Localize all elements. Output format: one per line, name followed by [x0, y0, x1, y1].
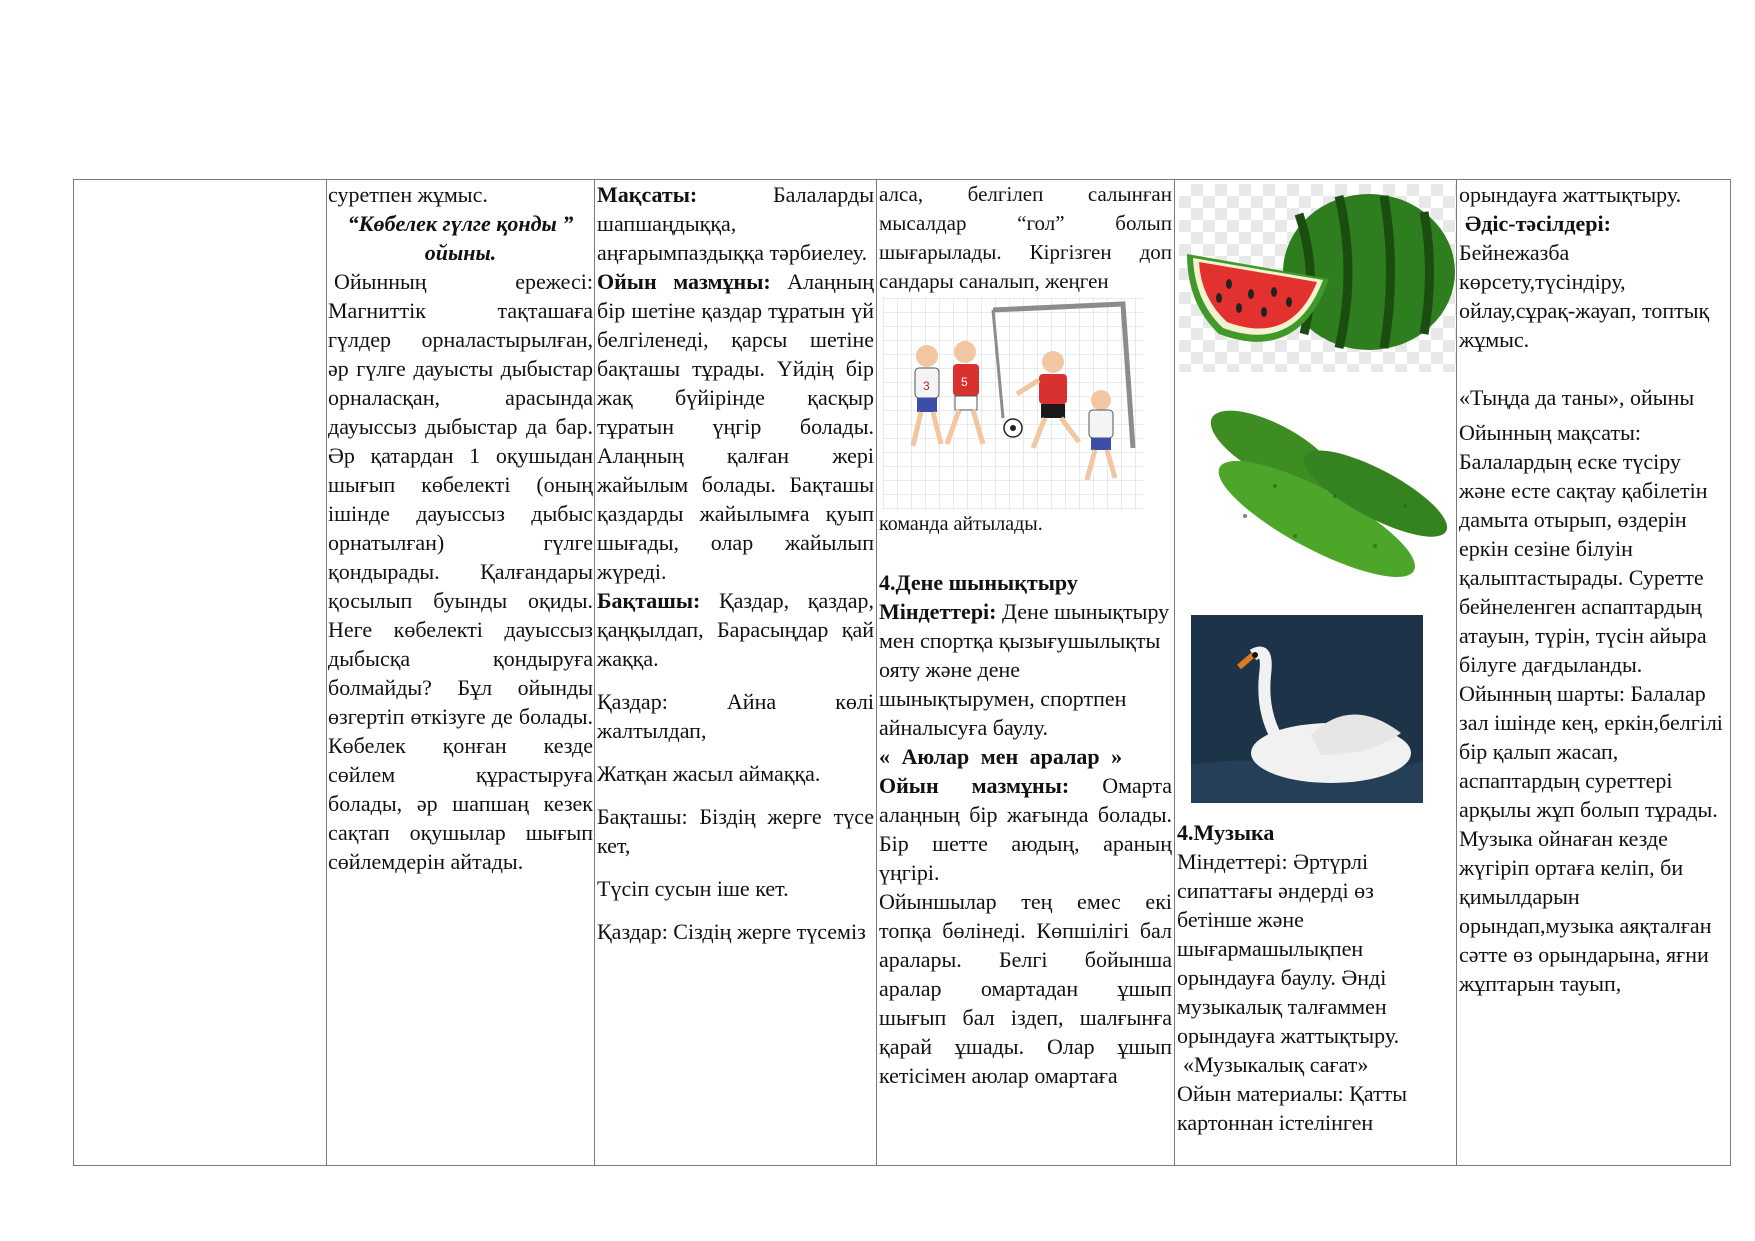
table-column-5: [1174, 180, 1456, 1165]
table-column-2: [326, 180, 594, 1165]
watermelon-image: [1179, 184, 1456, 372]
verse-line-5: Қаздар: Сіздің жерге түсеміз: [597, 919, 866, 944]
listen-game-condition: Ойынның шарты: Балалар зал ішінде кең, еркін,белгілі бір қалып жасап, аспаптардың суреттері арқылы жұп болып тұрады. Музыка ойнаған кезде жүгіріп ортаға келіп, би қимылдарын орындап,музыка аяқталған сәтте өз орындарына, яғни жұптарын тауып,: [1459, 681, 1723, 996]
intro-line: суретпен жұмыс.: [328, 182, 488, 207]
content-paragraph: [597, 267, 874, 586]
listen-game-title: «Тыңда да таны», ойыны: [1459, 385, 1695, 410]
pe-section-title: 4.Дене шынықтыру: [879, 570, 1078, 595]
pe-tasks-label: Міндеттері:: [879, 599, 997, 624]
music-section-title: 4.Музыка: [1177, 820, 1275, 845]
bears-bees-content: [879, 771, 1172, 887]
listen-game-goal: Ойынның мақсаты: Балалардың еске түсіру және есте сақтау қабілетін дамыта отырып, өздерін еркін сезіне білуін қалыптастырады. Суретте бейнеленген аспаптардың атауын, түрін, түсін айыра білуге дағдыланды.: [1459, 420, 1708, 677]
table-column-3: [594, 180, 876, 1165]
shepherd-label: Бақташы:: [597, 588, 701, 613]
goal-text: Балаларды шапшаңдыққа, аңғарымпаздыққа тәрбиелеу.: [597, 182, 874, 265]
svg-text:3: 3: [923, 379, 930, 393]
swan-image: [1191, 615, 1423, 803]
football-players-image: [883, 298, 1143, 510]
bears-bees-content-text: Омарта алаңның бір жағында болады. Бір шетте аюдың, араның үңгірі.: [879, 773, 1173, 885]
football-intro: алса, белгілеп салынған мысалдар “гол” болып шығарылады. Кіргізген доп сандары саналып, жеңген: [879, 182, 1172, 293]
goal-label: Мақсаты:: [597, 182, 698, 207]
table-column-4: [876, 180, 1174, 1165]
music-tasks: Міндеттері: Әртүрлі сипаттағы әндерді өз бетінше және шығармашылықпен орындауға баулу. Әнді музыкалық талғаммен орындауға жаттықтыру.: [1177, 849, 1400, 1048]
cucumber-image: [1175, 406, 1456, 596]
game-title: “Көбелек гүлге қонды ”: [347, 211, 574, 236]
verse-line-4: Түсіп сусын іше кет.: [597, 876, 789, 901]
content-label: Ойын мазмұны:: [597, 269, 771, 294]
goal-paragraph: [597, 180, 874, 267]
football-illustration: [883, 298, 1143, 510]
game-title-suffix: ойыны.: [424, 240, 497, 265]
pe-tasks-text: Дене шынықтыру мен спортқа қызығушылықты ояту және дене шынықтырумен, спортпен айналысуға баулу.: [879, 599, 1170, 740]
table-column-6: [1456, 180, 1732, 1165]
shepherd-text: Қаздар, қаздар, қаңқылдап, Барасыңдар қай жаққа.: [597, 588, 874, 671]
football-after-image: команда айтылады.: [879, 513, 1043, 535]
rules-label: Ойынның ережесі:: [334, 269, 593, 294]
methods-label: Әдіс-тәсілдері:: [1465, 211, 1611, 236]
pe-tasks: [879, 597, 1172, 742]
game-rules: [328, 267, 593, 876]
bears-bees-content-label: Ойын мазмұны:: [879, 773, 1070, 798]
bears-bees-more: Ойыншылар тең емес екі топқа бөлінеді. Көпшілігі бал аралары. Белгі бойынша аралар омартадан ұшып шығып бал іздеп, шалғынға қарай ұшады. Олар ұшып кетісімен аюлар омартаға: [879, 889, 1172, 1088]
music-materials: Ойын материалы: Қатты картоннан істелінген: [1177, 1081, 1408, 1135]
rules-text: Магниттік тақташаға гүлдер орналастырылған, әр гүлге дауысты дыбыстар орналасқан, арасында дауыссыз дыбыстар да бар. Әр қатардан 1 оқушыдан шығып көбелекті (оның ішінде дауыссыз дыбыс орнатылған) гүлге қондырады. Қалғандары қосылып буынды оқиды. Неге көбелекті дауыссыз дыбысқа қондыруға болмайды? Бұл ойынды өзгертіп өткізуге де болады. Көбелек қонған кезде сөйлем құрастыруға болады, әр шапшаң кезек сақтап оқушылар шығып сөйлемдерін айтады.: [328, 298, 593, 874]
methods-paragraph: [1459, 209, 1730, 354]
shepherd-paragraph: [597, 586, 874, 673]
content-text: Алаңның бір шетіне қаздар тұратын үй белгіленеді, қарсы шетіне бақташы тұрады. Үйдің бір жақ бүйірінде қасқыр тұратын үңгір болады. Алаңның қалған жері жайылым болады. Бақташы қаздарды жайылымға қуып шығады, олар жайылып жүреді.: [597, 269, 874, 584]
svg-text:5: 5: [961, 375, 968, 389]
verse-line-3: Бақташы: Біздің жерге түсе кет,: [597, 804, 874, 858]
methods-text: Бейнежазба көрсету,түсіндіру, ойлау,сұрақ-жауап, топтық жұмыс.: [1459, 240, 1710, 352]
music-game-title: «Музыкалық сағат»: [1183, 1052, 1369, 1077]
col6-first-line: орындауға жаттықтыру.: [1459, 182, 1682, 207]
bears-bees-title: « Аюлар мен аралар »: [879, 744, 1123, 769]
verse-line-2: Жатқан жасыл аймаққа.: [597, 761, 821, 786]
table-column-1: [74, 180, 326, 1165]
verse-line-1: Қаздар: Айна көлі жалтылдап,: [597, 689, 874, 743]
lesson-plan-table: [73, 179, 1731, 1166]
